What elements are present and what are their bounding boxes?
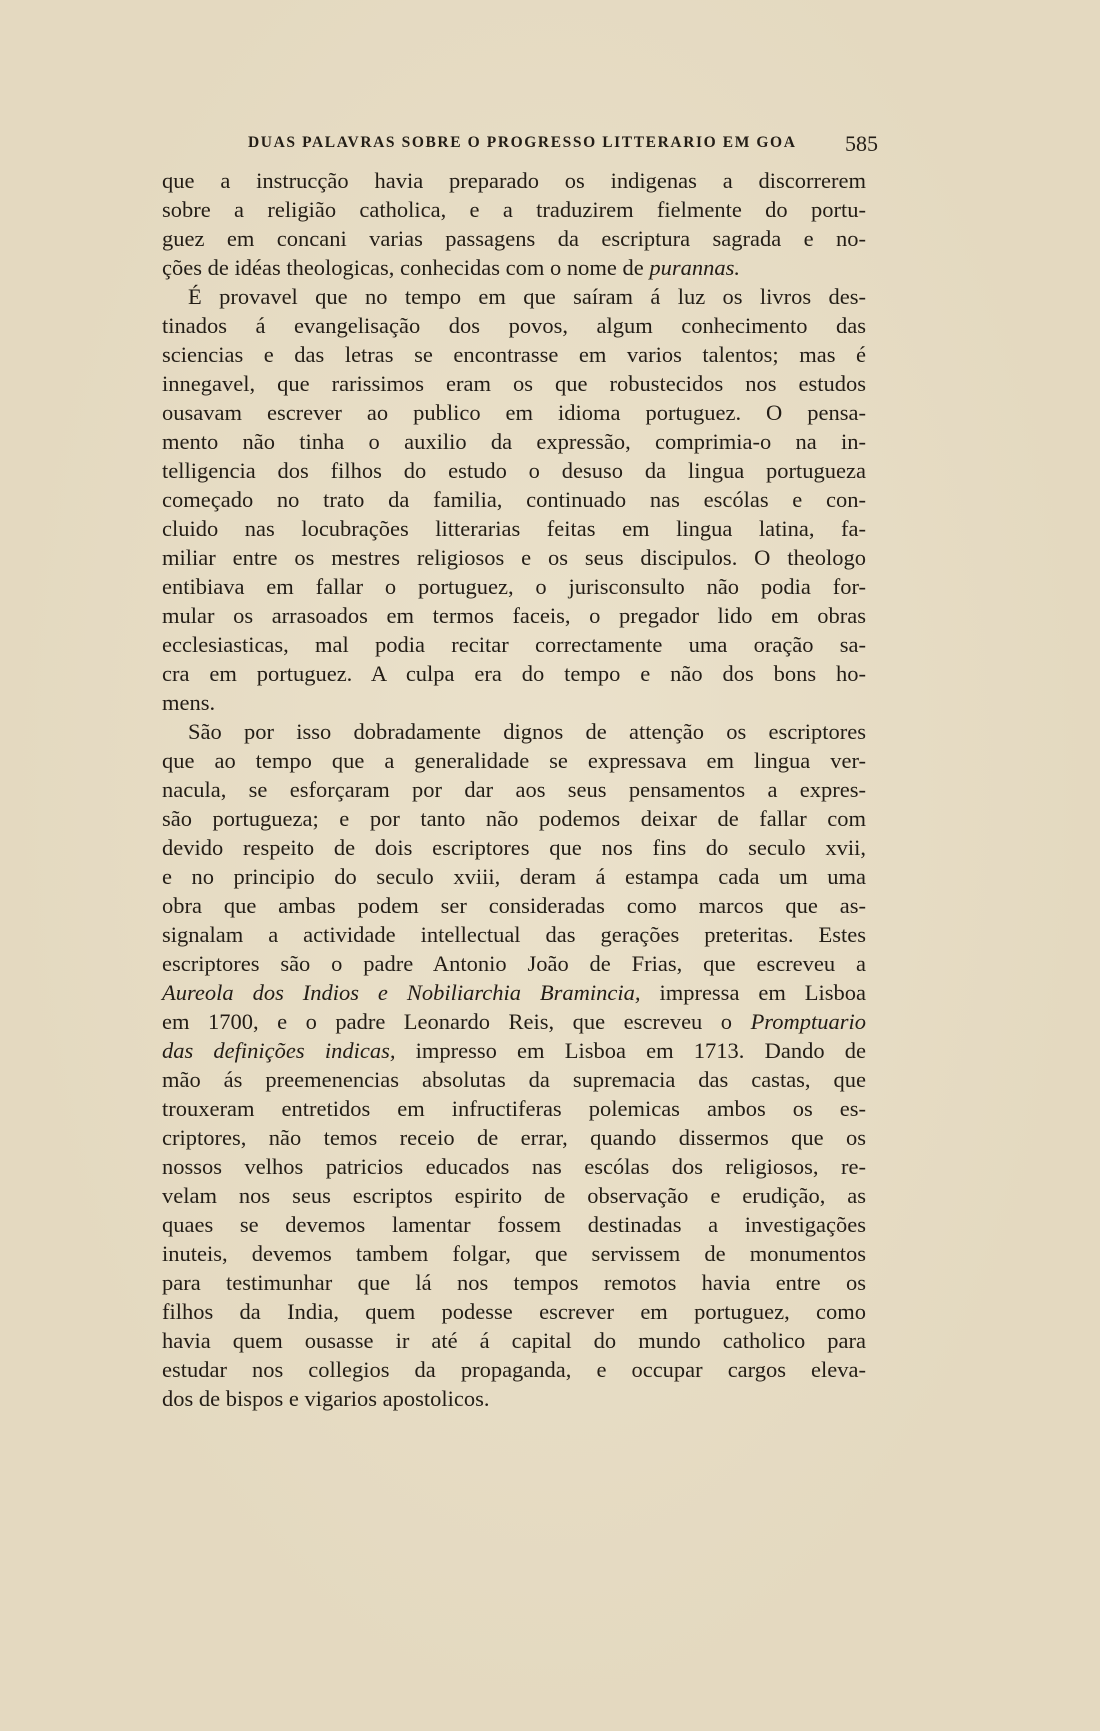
italic-term-purannas: purannas. (649, 255, 740, 280)
text-segment: impresso em Lisboa em 1713. Dando de (395, 1038, 866, 1063)
italic-title-promptuario-cont: das definições indicas, (162, 1038, 396, 1063)
text-line: mão ás preemenencias absolutas da supremacia das castas, que (162, 1067, 866, 1092)
text-line: miliar entre os mestres religiosos e os seus discipulos. O theologo (162, 545, 866, 570)
italic-title-aureola: Aureola dos Indios e Nobiliarchia Bramincia, (162, 980, 641, 1005)
running-title: DUAS PALAVRAS SOBRE O PROGRESSO LITTERARIO EM GOA (248, 134, 797, 151)
text-line: e no principio do seculo xviii, deram á estampa cada um uma (162, 864, 866, 889)
text-line: são portugueza; e por tanto não podemos deixar de fallar com (162, 806, 866, 831)
text-line: havia quem ousasse ir até á capital do mundo catholico para (162, 1328, 866, 1353)
text-line (162, 1036, 866, 1065)
text-line: entibiava em fallar o portuguez, o jurisconsulto não podia for- (162, 574, 866, 599)
text-line: trouxeram entretidos em infructiferas polemicas ambos os es- (162, 1096, 866, 1121)
text-line: ecclesiasticas, mal podia recitar correctamente uma oração sa- (162, 632, 866, 657)
text-line: velam nos seus escriptos espirito de observação e erudição, as (162, 1183, 866, 1208)
text-segment: impressa em Lisboa (640, 980, 866, 1005)
text-line: criptores, não temos receio de errar, quando dissermos que os (162, 1125, 866, 1150)
text-line: guez em concani varias passagens da escriptura sagrada e no- (162, 226, 866, 251)
text-line: nossos velhos patricios educados nas escólas dos religiosos, re- (162, 1154, 866, 1179)
paragraph-start-line: São por isso dobradamente dignos de attenção os escriptores (188, 719, 866, 744)
text-line: quaes se devemos lamentar fossem destinadas a investigações (162, 1212, 866, 1237)
text-line: signalam a actividade intellectual das gerações preteritas. Estes (162, 922, 866, 947)
text-line: para testimunhar que lá nos tempos remotos havia entre os (162, 1270, 866, 1295)
text-line: cluido nas locubrações litterarias feitas em lingua latina, fa- (162, 516, 866, 541)
running-head (248, 131, 878, 162)
text-line: ousavam escrever ao publico em idioma portuguez. O pensa- (162, 400, 866, 425)
text-line (162, 1007, 866, 1036)
text-line: sobre a religião catholica, e a traduzirem fielmente do portu- (162, 197, 866, 222)
text-line: estudar nos collegios da propaganda, e occupar cargos eleva- (162, 1357, 866, 1382)
text-line: sciencias e das letras se encontrasse em varios talentos; mas é (162, 342, 866, 367)
text-line: devido respeito de dois escriptores que nos fins do seculo xvii, (162, 835, 866, 860)
paragraph-end-line: mens. (162, 690, 216, 715)
text-line (162, 253, 866, 282)
text-line: telligencia dos filhos do estudo o desuso da lingua portugueza (162, 458, 866, 483)
page-number: 585 (845, 131, 878, 156)
text-line: que ao tempo que a generalidade se expressava em lingua ver- (162, 748, 866, 773)
text-line: tinados á evangelisação dos povos, algum conhecimento das (162, 313, 866, 338)
paragraph-end-line: dos de bispos e vigarios apostolicos. (162, 1386, 490, 1411)
text-line: que a instrucção havia preparado os indigenas a discorrerem (162, 168, 866, 193)
text-line: mular os arrasoados em termos faceis, o pregador lido em obras (162, 603, 866, 628)
text-line: filhos da India, quem podesse escrever em portuguez, como (162, 1299, 866, 1324)
text-line: cra em portuguez. A culpa era do tempo e não dos bons ho- (162, 661, 866, 686)
text-line: escriptores são o padre Antonio João de Frias, que escreveu a (162, 951, 866, 976)
body-text (162, 166, 866, 1413)
text-segment: em 1700, e o padre Leonardo Reis, que escreveu o (162, 1009, 751, 1034)
text-line: inuteis, devemos tambem folgar, que servissem de monumentos (162, 1241, 866, 1266)
italic-title-promptuario: Promptuario (750, 1009, 866, 1034)
text-line (162, 978, 866, 1007)
text-line: obra que ambas podem ser consideradas como marcos que as- (162, 893, 866, 918)
text-line: innegavel, que rarissimos eram os que robustecidos nos estudos (162, 371, 866, 396)
text-line: nacula, se esforçaram por dar aos seus pensamentos a expres- (162, 777, 866, 802)
text-segment: ções de idéas theologicas, conhecidas com o nome de (162, 255, 650, 280)
text-line: começado no trato da familia, continuado nas escólas e con- (162, 487, 866, 512)
text-line: mento não tinha o auxilio da expressão, comprimia-o na in- (162, 429, 866, 454)
paragraph-start-line: É provavel que no tempo em que saíram á luz os livros des- (188, 284, 866, 309)
